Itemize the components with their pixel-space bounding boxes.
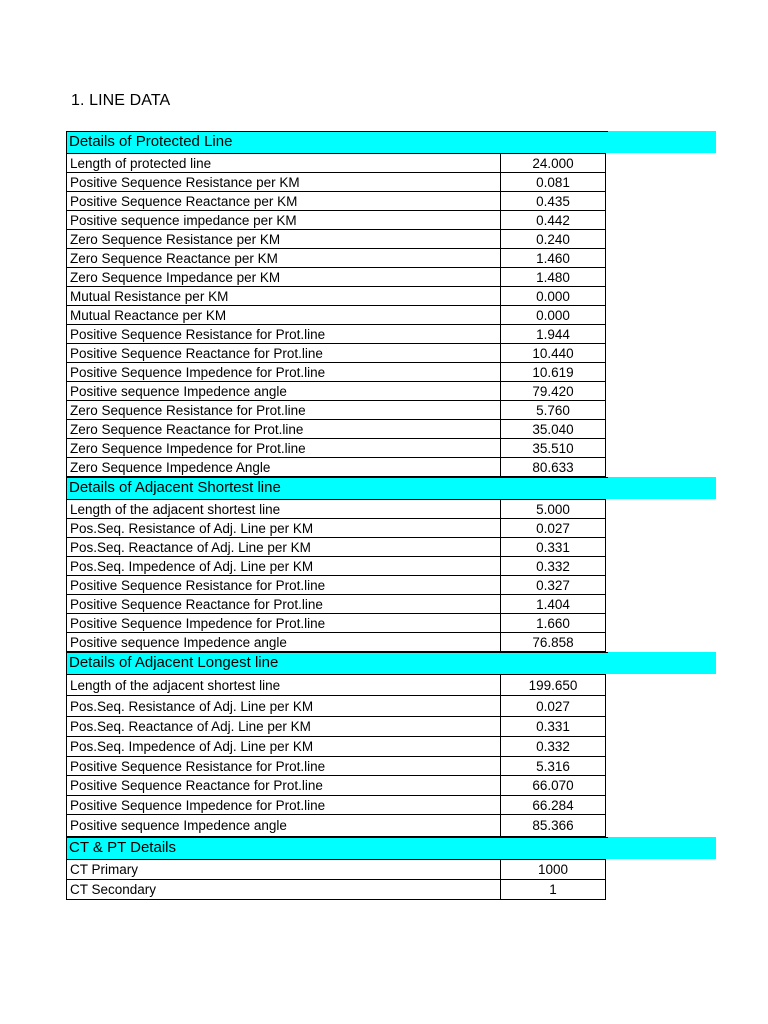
row-label: Zero Sequence Impedence for Prot.line [67,439,501,458]
row-label: Positive Sequence Reactance for Prot.line [67,776,501,796]
table-row [67,538,606,557]
row-label: Positive Sequence Impedence for Prot.line [67,614,501,633]
row-value: 0.027 [501,696,606,717]
table-row [67,717,606,737]
row-value: 76.858 [501,633,606,652]
row-label: Length of the adjacent shortest line [67,675,501,696]
row-value: 0.435 [501,192,606,211]
row-value: 24.000 [501,154,606,173]
table-row [67,325,606,344]
row-value: 1.480 [501,268,606,287]
section-heading-adjacent-longest-line: Details of Adjacent Longest line [66,652,716,674]
row-label: Mutual Reactance per KM [67,306,501,325]
row-label: Positive Sequence Resistance for Prot.line [67,325,501,344]
table-row [67,696,606,717]
table-row [67,249,606,268]
row-label: Length of the adjacent shortest line [67,500,501,519]
protected-line-table [66,153,606,477]
row-value: 5.760 [501,401,606,420]
row-label: Positive Sequence Reactance for Prot.line [67,595,501,614]
section-heading-protected-line: Details of Protected Line [66,131,716,153]
row-value: 0.027 [501,519,606,538]
table-row [67,860,606,880]
row-value: 5.316 [501,757,606,776]
table-row [67,344,606,363]
row-label: Positive Sequence Reactance per KM [67,192,501,211]
row-value: 0.332 [501,557,606,576]
row-label: Positive Sequence Resistance for Prot.line [67,757,501,776]
table-row [67,420,606,439]
row-value: 0.331 [501,538,606,557]
row-value: 0.332 [501,737,606,757]
row-label: Positive Sequence Reactance for Prot.line [67,344,501,363]
table-row [67,306,606,325]
table-row [67,192,606,211]
table-row [67,154,606,173]
row-label: Zero Sequence Resistance for Prot.line [67,401,501,420]
row-value: 0.327 [501,576,606,595]
row-label: Zero Sequence Resistance per KM [67,230,501,249]
row-label: Zero Sequence Impedance per KM [67,268,501,287]
row-label: Positive Sequence Impedence for Prot.line [67,796,501,815]
table-row [67,557,606,576]
row-label: Positive Sequence Resistance per KM [67,173,501,192]
row-value: 1000 [501,860,606,880]
row-label: Positive Sequence Impedence for Prot.line [67,363,501,382]
table-row [67,230,606,249]
row-value: 1.944 [501,325,606,344]
table-row [67,815,606,837]
row-value: 35.040 [501,420,606,439]
row-label: Zero Sequence Reactance per KM [67,249,501,268]
row-label: Zero Sequence Impedence Angle [67,458,501,477]
row-value: 35.510 [501,439,606,458]
row-value: 1.404 [501,595,606,614]
table-row [67,519,606,538]
row-value: 199.650 [501,675,606,696]
row-value: 1 [501,880,606,900]
table-row [67,576,606,595]
row-value: 79.420 [501,382,606,401]
row-label: Pos.Seq. Reactance of Adj. Line per KM [67,717,501,737]
row-value: 66.070 [501,776,606,796]
row-value: 10.619 [501,363,606,382]
table-row [67,796,606,815]
row-value: 5.000 [501,500,606,519]
row-value: 10.440 [501,344,606,363]
table-row [67,675,606,696]
ct-pt-details-table [66,859,606,900]
table-row [67,363,606,382]
table-row [67,401,606,420]
row-label: Pos.Seq. Reactance of Adj. Line per KM [67,538,501,557]
table-row [67,595,606,614]
adjacent-longest-line-table [66,674,606,837]
row-value: 0.240 [501,230,606,249]
row-label: Pos.Seq. Impedence of Adj. Line per KM [67,737,501,757]
table-row [67,173,606,192]
row-label: Positive Sequence Resistance for Prot.line [67,576,501,595]
row-label: Positive sequence Impedence angle [67,633,501,652]
adjacent-shortest-line-table [66,499,606,652]
row-label: Positive sequence impedance per KM [67,211,501,230]
table-row [67,287,606,306]
table-row [67,776,606,796]
row-label: Pos.Seq. Resistance of Adj. Line per KM [67,519,501,538]
table-row [67,268,606,287]
row-value: 1.660 [501,614,606,633]
row-label: Positive sequence Impedence angle [67,815,501,837]
line-data-sheet [66,131,716,900]
table-row [67,211,606,230]
row-label: Pos.Seq. Resistance of Adj. Line per KM [67,696,501,717]
page-title: 1. LINE DATA [71,92,171,109]
row-label: Length of protected line [67,154,501,173]
row-value: 0.081 [501,173,606,192]
row-label: Pos.Seq. Impedence of Adj. Line per KM [67,557,501,576]
row-value: 0.000 [501,306,606,325]
table-row [67,458,606,477]
section-heading-adjacent-shortest-line: Details of Adjacent Shortest line [66,477,716,499]
row-label: Mutual Resistance per KM [67,287,501,306]
row-value: 0.331 [501,717,606,737]
row-value: 66.284 [501,796,606,815]
table-row [67,439,606,458]
row-value: 85.366 [501,815,606,837]
row-label: Positive sequence Impedence angle [67,382,501,401]
table-row [67,633,606,652]
row-value: 0.000 [501,287,606,306]
row-label: Zero Sequence Reactance for Prot.line [67,420,501,439]
table-row [67,880,606,900]
row-label: CT Secondary [67,880,501,900]
row-value: 1.460 [501,249,606,268]
row-value: 0.442 [501,211,606,230]
table-row [67,500,606,519]
table-row [67,382,606,401]
row-value: 80.633 [501,458,606,477]
table-row [67,737,606,757]
row-label: CT Primary [67,860,501,880]
section-heading-ct-pt-details: CT & PT Details [66,837,716,859]
table-row [67,614,606,633]
table-row [67,757,606,776]
